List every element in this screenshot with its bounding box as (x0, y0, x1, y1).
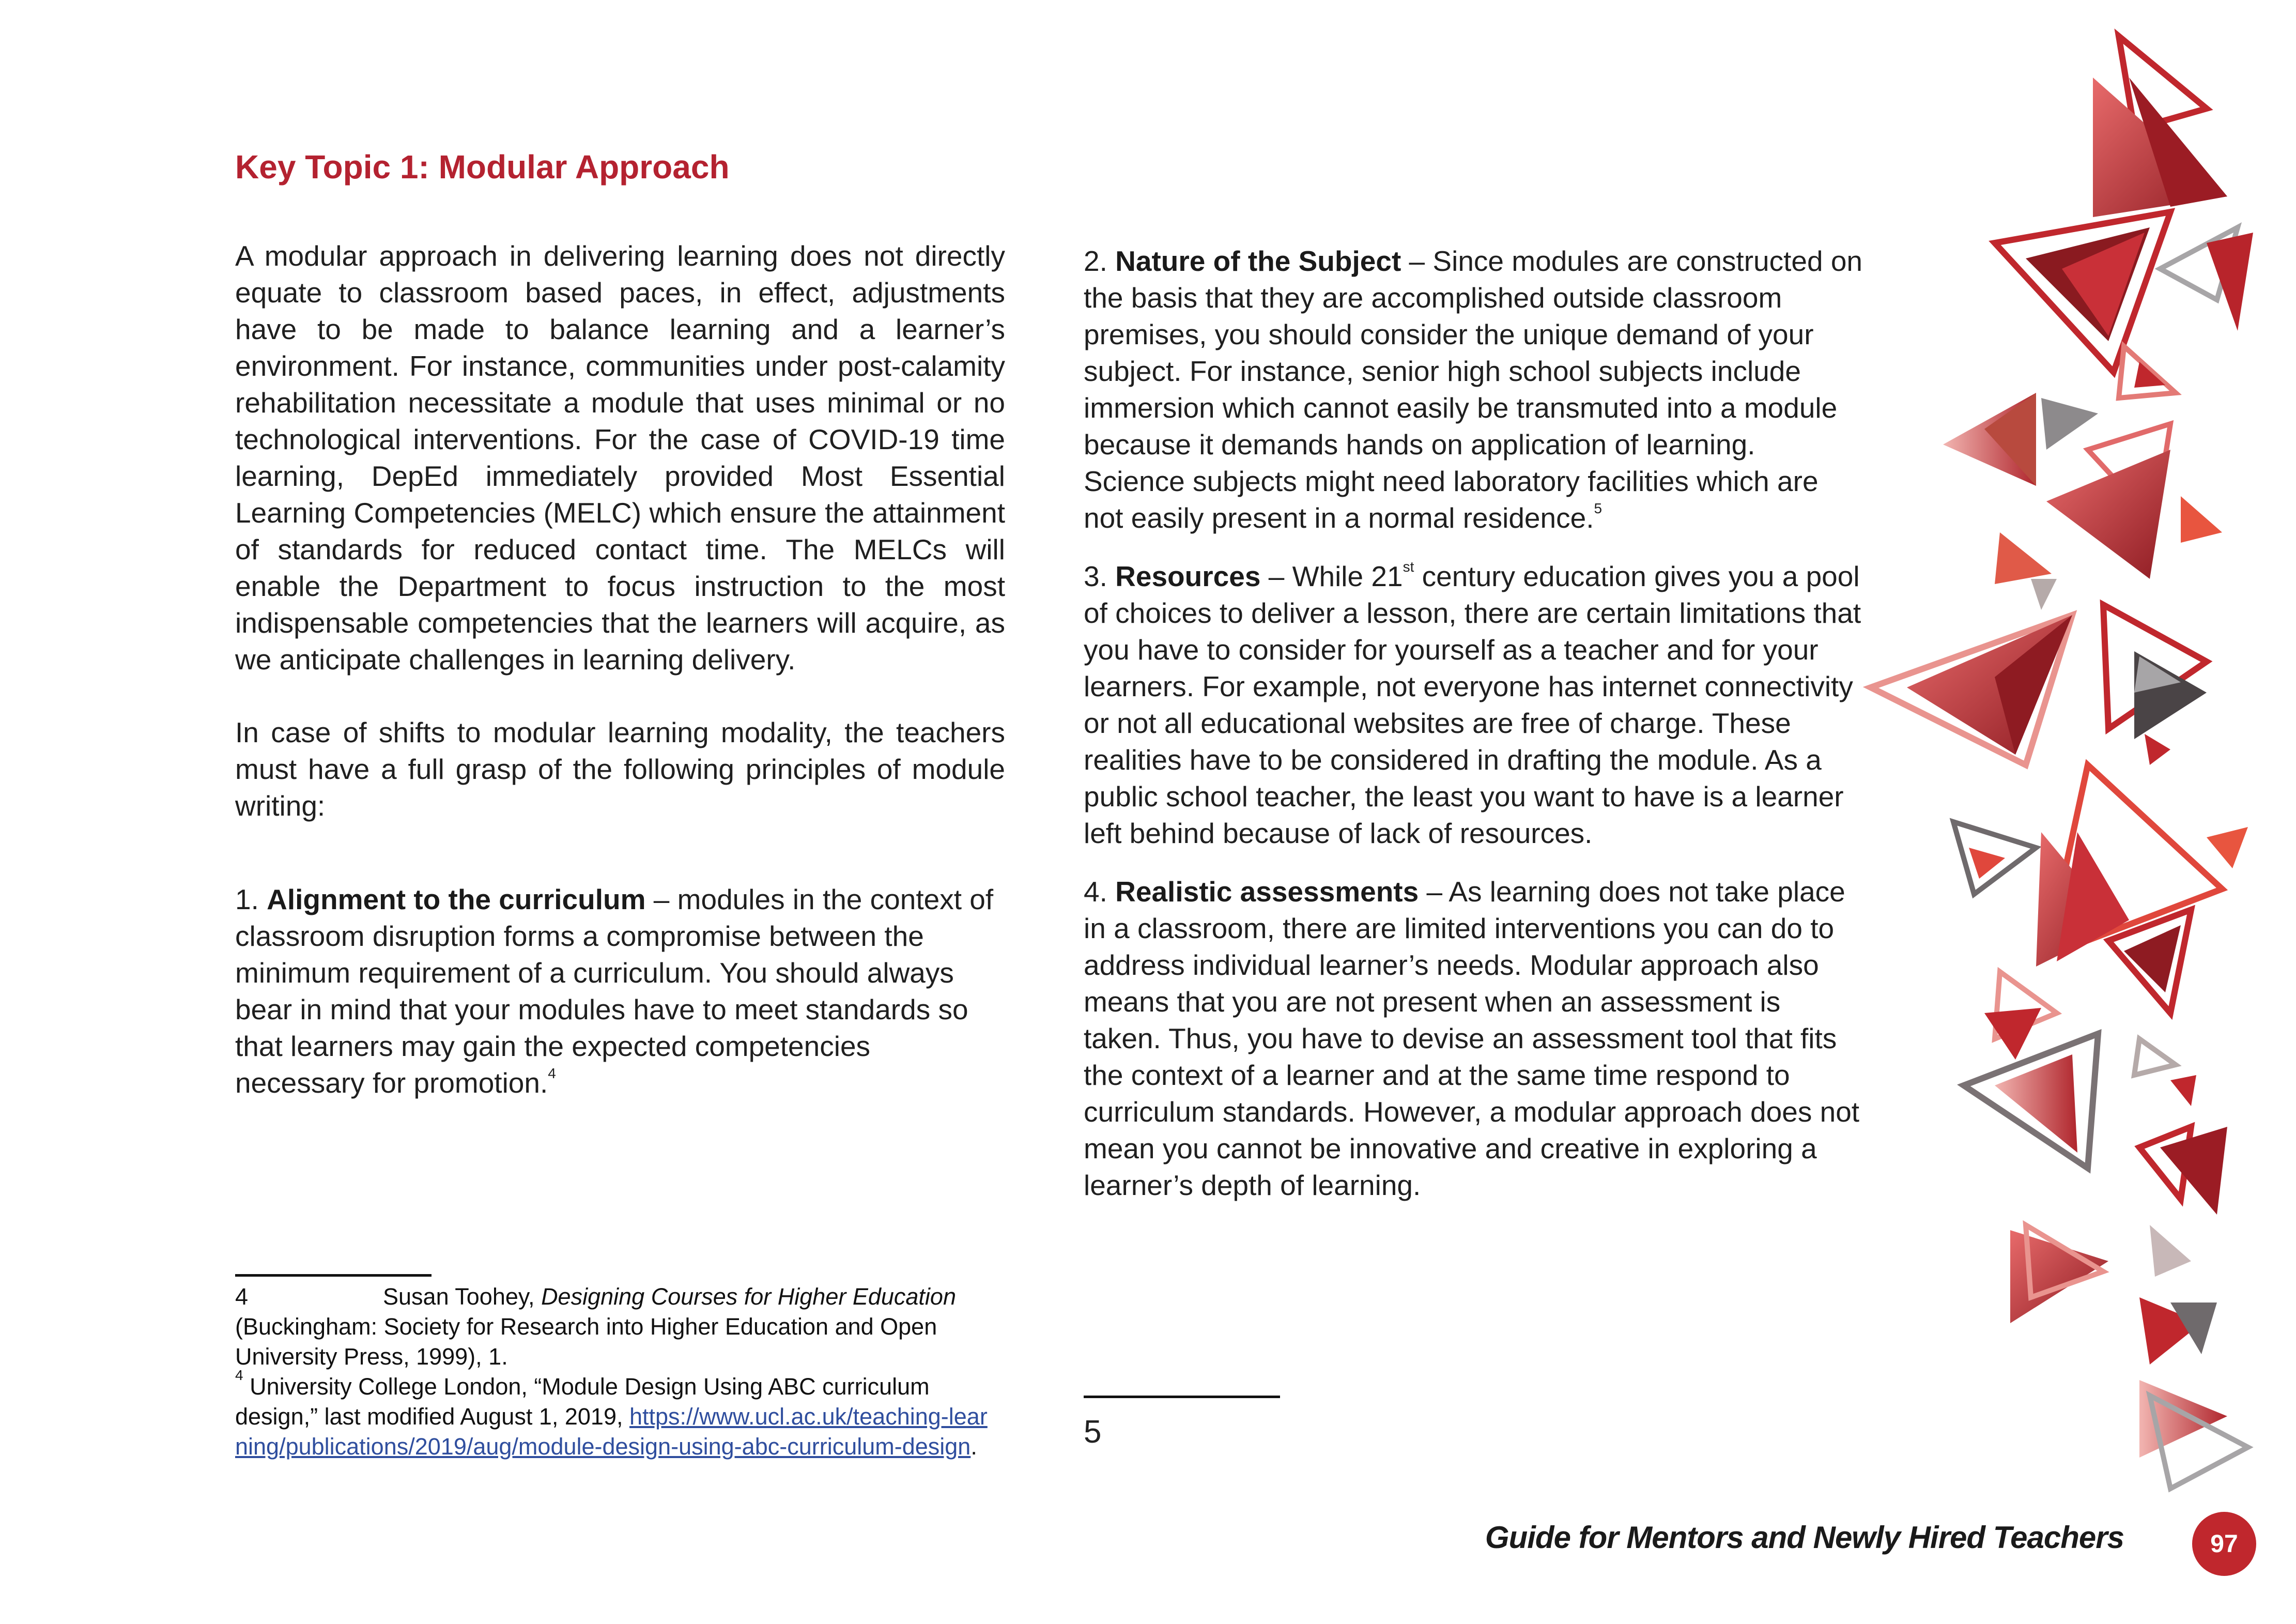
triangle-cluster-top (1995, 36, 2253, 398)
footnote-5: 5 (1084, 1414, 1102, 1450)
item-text-continued: century education gives you a pool of choices to deliver a lesson, there are certain limitations that you have to consider for yourself as a teacher and for your learners. For example, not everyone has internet connectivity or not all educational websites are free of charge. These realities have to be considered in drafting the module. As a public school teacher, the least you want to have is a learner left behind because of lack of resources. (1084, 560, 1861, 849)
item-title: Realistic assessments (1115, 876, 1419, 908)
footnote-link[interactable]: https://www.ucl.ac.uk/teaching-learning/publications/2019/aug/module-design-using-abc-curriculum-design (235, 1403, 988, 1460)
footnote-book-title: Designing Courses for Higher Education (541, 1283, 956, 1310)
item-title: Nature of the Subject (1115, 245, 1401, 277)
item-number: 3. (1084, 560, 1107, 592)
footnote-4b (235, 1367, 1000, 1462)
page-heading: Key Topic 1: Modular Approach (235, 148, 730, 186)
item-text: – Since modules are constructed on the basis that they are accomplished outside classroom premises, you should consider the unique demand of your subject. For instance, senior high school subjects include immersion which cannot easily be transmuted into a module because it demands hands on application of learning. Science subjects might need laboratory facilities which are not easily present in a normal residence. (1084, 245, 1863, 534)
footnote-text: University College London, “Module Design Using ABC curriculum design,” last modified August 1, 2019, (235, 1373, 930, 1430)
triangle-cluster-middle (1871, 393, 2248, 967)
footnote-ref: 5 (1594, 500, 1602, 516)
principle-item-1 (235, 881, 1005, 1101)
right-column (1084, 243, 1864, 1204)
intro-paragraph: A modular approach in delivering learning does not directly equate to classroom based paces, in effect, adjustments have to be made to balance learning and a learner’s environment. For instance, communities under post-calamity rehabilitation necessitate a module that uses minimal or no technological interventions. For the case of COVID-19 time learning, DepEd immediately provided Most Essential Learning Competencies (MELC) which ensure the attainment of standards for reduced contact time. The MELCs will enable the Department to focus instruction to the most indispensable competencies that the learners will acquire, as we anticipate challenges in learning delivery. (235, 240, 1005, 676)
footnote-number: 4 (235, 1367, 243, 1383)
ordinal-suffix: st (1403, 559, 1414, 575)
footnote-rule-right (1084, 1396, 1280, 1398)
principle-item-2 (1084, 243, 1864, 537)
left-column (235, 238, 1005, 1101)
item-title: Alignment to the curriculum (267, 883, 646, 915)
footnotes-left (235, 1282, 1000, 1462)
footnote-4 (235, 1282, 1000, 1372)
item-number: 4. (1084, 876, 1107, 908)
footnote-rule-left (235, 1274, 432, 1277)
item-text: – modules in the context of classroom disruption forms a compromise between the minimum requirement of a curriculum. You should always bear in mind that your modules have to meet standards so that learners may gain the expected competencies necessary for promotion. (235, 883, 994, 1099)
footnote-author: Susan Toohey, (383, 1283, 542, 1310)
principle-item-3 (1084, 558, 1864, 852)
triangle-cluster-lower (1964, 910, 2248, 1489)
footnote-ref: 4 (548, 1065, 556, 1081)
item-text: – While 21 (1260, 560, 1403, 592)
principle-item-4 (1084, 874, 1864, 1204)
footnote-end: . (970, 1433, 977, 1460)
shifts-paragraph: In case of shifts to modular learning modality, the teachers must have a full grasp of the following principles of module writing: (235, 716, 1005, 822)
footnote-publication: (Buckingham: Society for Research into Higher Education and Open University Press, 1999), 1. (235, 1313, 937, 1370)
item-number: 1. (235, 883, 259, 915)
footnote-number: 4 (235, 1283, 249, 1310)
footer-title: Guide for Mentors and Newly Hired Teachers (1485, 1520, 2124, 1555)
item-number: 2. (1084, 245, 1107, 277)
page-number-badge: 97 (2192, 1512, 2256, 1576)
item-text: – As learning does not take place in a classroom, there are limited interventions you can do to address individual learner’s needs. Modular approach also means that you are not present when an assessment is taken. Thus, you have to devise an assessment tool that fits the context of a learner and at the same time respond to curriculum standards. However, a modular approach does not mean you cannot be innovative and creative in exploring a learner’s depth of learning. (1084, 876, 1860, 1201)
item-title: Resources (1115, 560, 1261, 592)
